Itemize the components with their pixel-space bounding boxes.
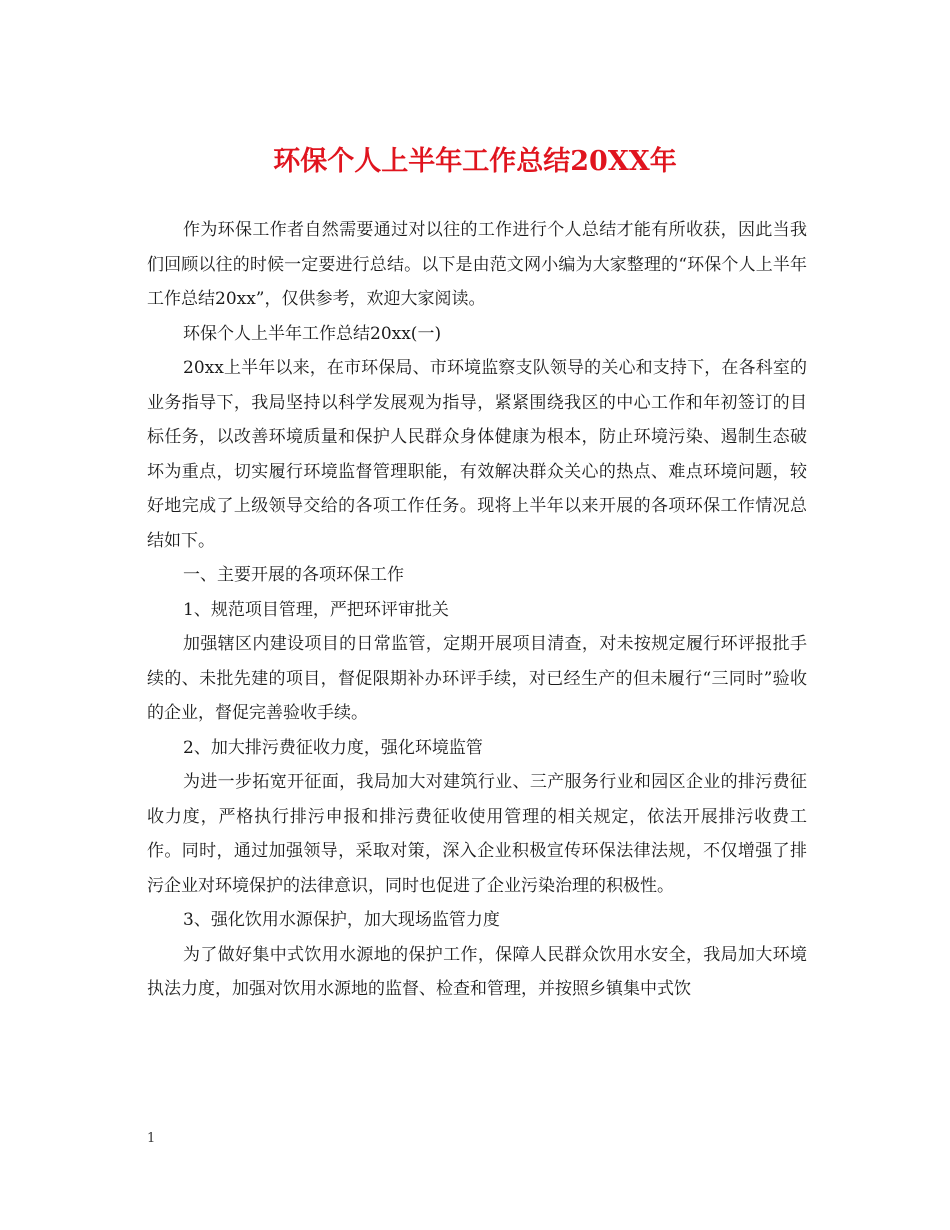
item-heading: 1、规范项目管理，严把环评审批关 bbox=[183, 599, 449, 620]
item-heading: 2、加大排污费征收力度，强化环境监管 bbox=[183, 737, 483, 758]
document-body bbox=[147, 213, 807, 1007]
body-paragraph: 为了做好集中式饮用水源地的保护工作，保障人民群众饮用水安全，我局加大环境执法力度，加强对饮用水源地的监督、检查和管理，并按照乡镇集中式饮 bbox=[147, 944, 807, 999]
body-paragraph: 20xx上半年以来，在市环保局、市环境监察支队领导的关心和支持下，在各科室的业务指导下，我局坚持以科学发展观为指导，紧紧围绕我区的中心工作和年初签订的目标任务，以改善环境质量和保护人民群众身体健康为根本，防止环境污染、遏制生态破坏为重点，切实履行环境监督管理职能，有效解决群众关心的热点、难点环境问题，较好地完成了上级领导交给的各项工作任务。现将上半年以来开展的各项环保工作情况总结如下。 bbox=[147, 358, 807, 551]
intro-paragraph: 作为环保工作者自然需要通过对以往的工作进行个人总结才能有所收获，因此当我们回顾以往的时候一定要进行总结。以下是由范文网小编为大家整理的“环保个人上半年工作总结20xx”，仅供参考，欢迎大家阅读。 bbox=[147, 220, 807, 309]
document-title: 环保个人上半年工作总结20XX年 bbox=[273, 146, 677, 177]
body-paragraph: 为进一步拓宽开征面，我局加大对建筑行业、三产服务行业和园区企业的排污费征收力度，严格执行排污申报和排污费征收使用管理的相关规定，依法开展排污收费工作。同时，通过加强领导，采取对策，深入企业积极宣传环保法律法规，不仅增强了排污企业对环境保护的法律意识，同时也促进了企业污染治理的积极性。 bbox=[147, 772, 807, 896]
item-heading: 3、强化饮用水源保护，加大现场监管力度 bbox=[183, 910, 500, 930]
body-paragraph: 加强辖区内建设项目的日常监管，定期开展项目清查，对未按规定履行环评报批手续的、未批先建的项目，督促限期补办环评手续，对已经生产的但未履行“三同时”验收的企业，督促完善验收手续。 bbox=[147, 634, 807, 723]
page-number: 1 bbox=[147, 1131, 156, 1146]
section-subtitle: 环保个人上半年工作总结20xx(一) bbox=[183, 323, 442, 344]
section-heading: 一、主要开展的各项环保工作 bbox=[183, 565, 404, 585]
